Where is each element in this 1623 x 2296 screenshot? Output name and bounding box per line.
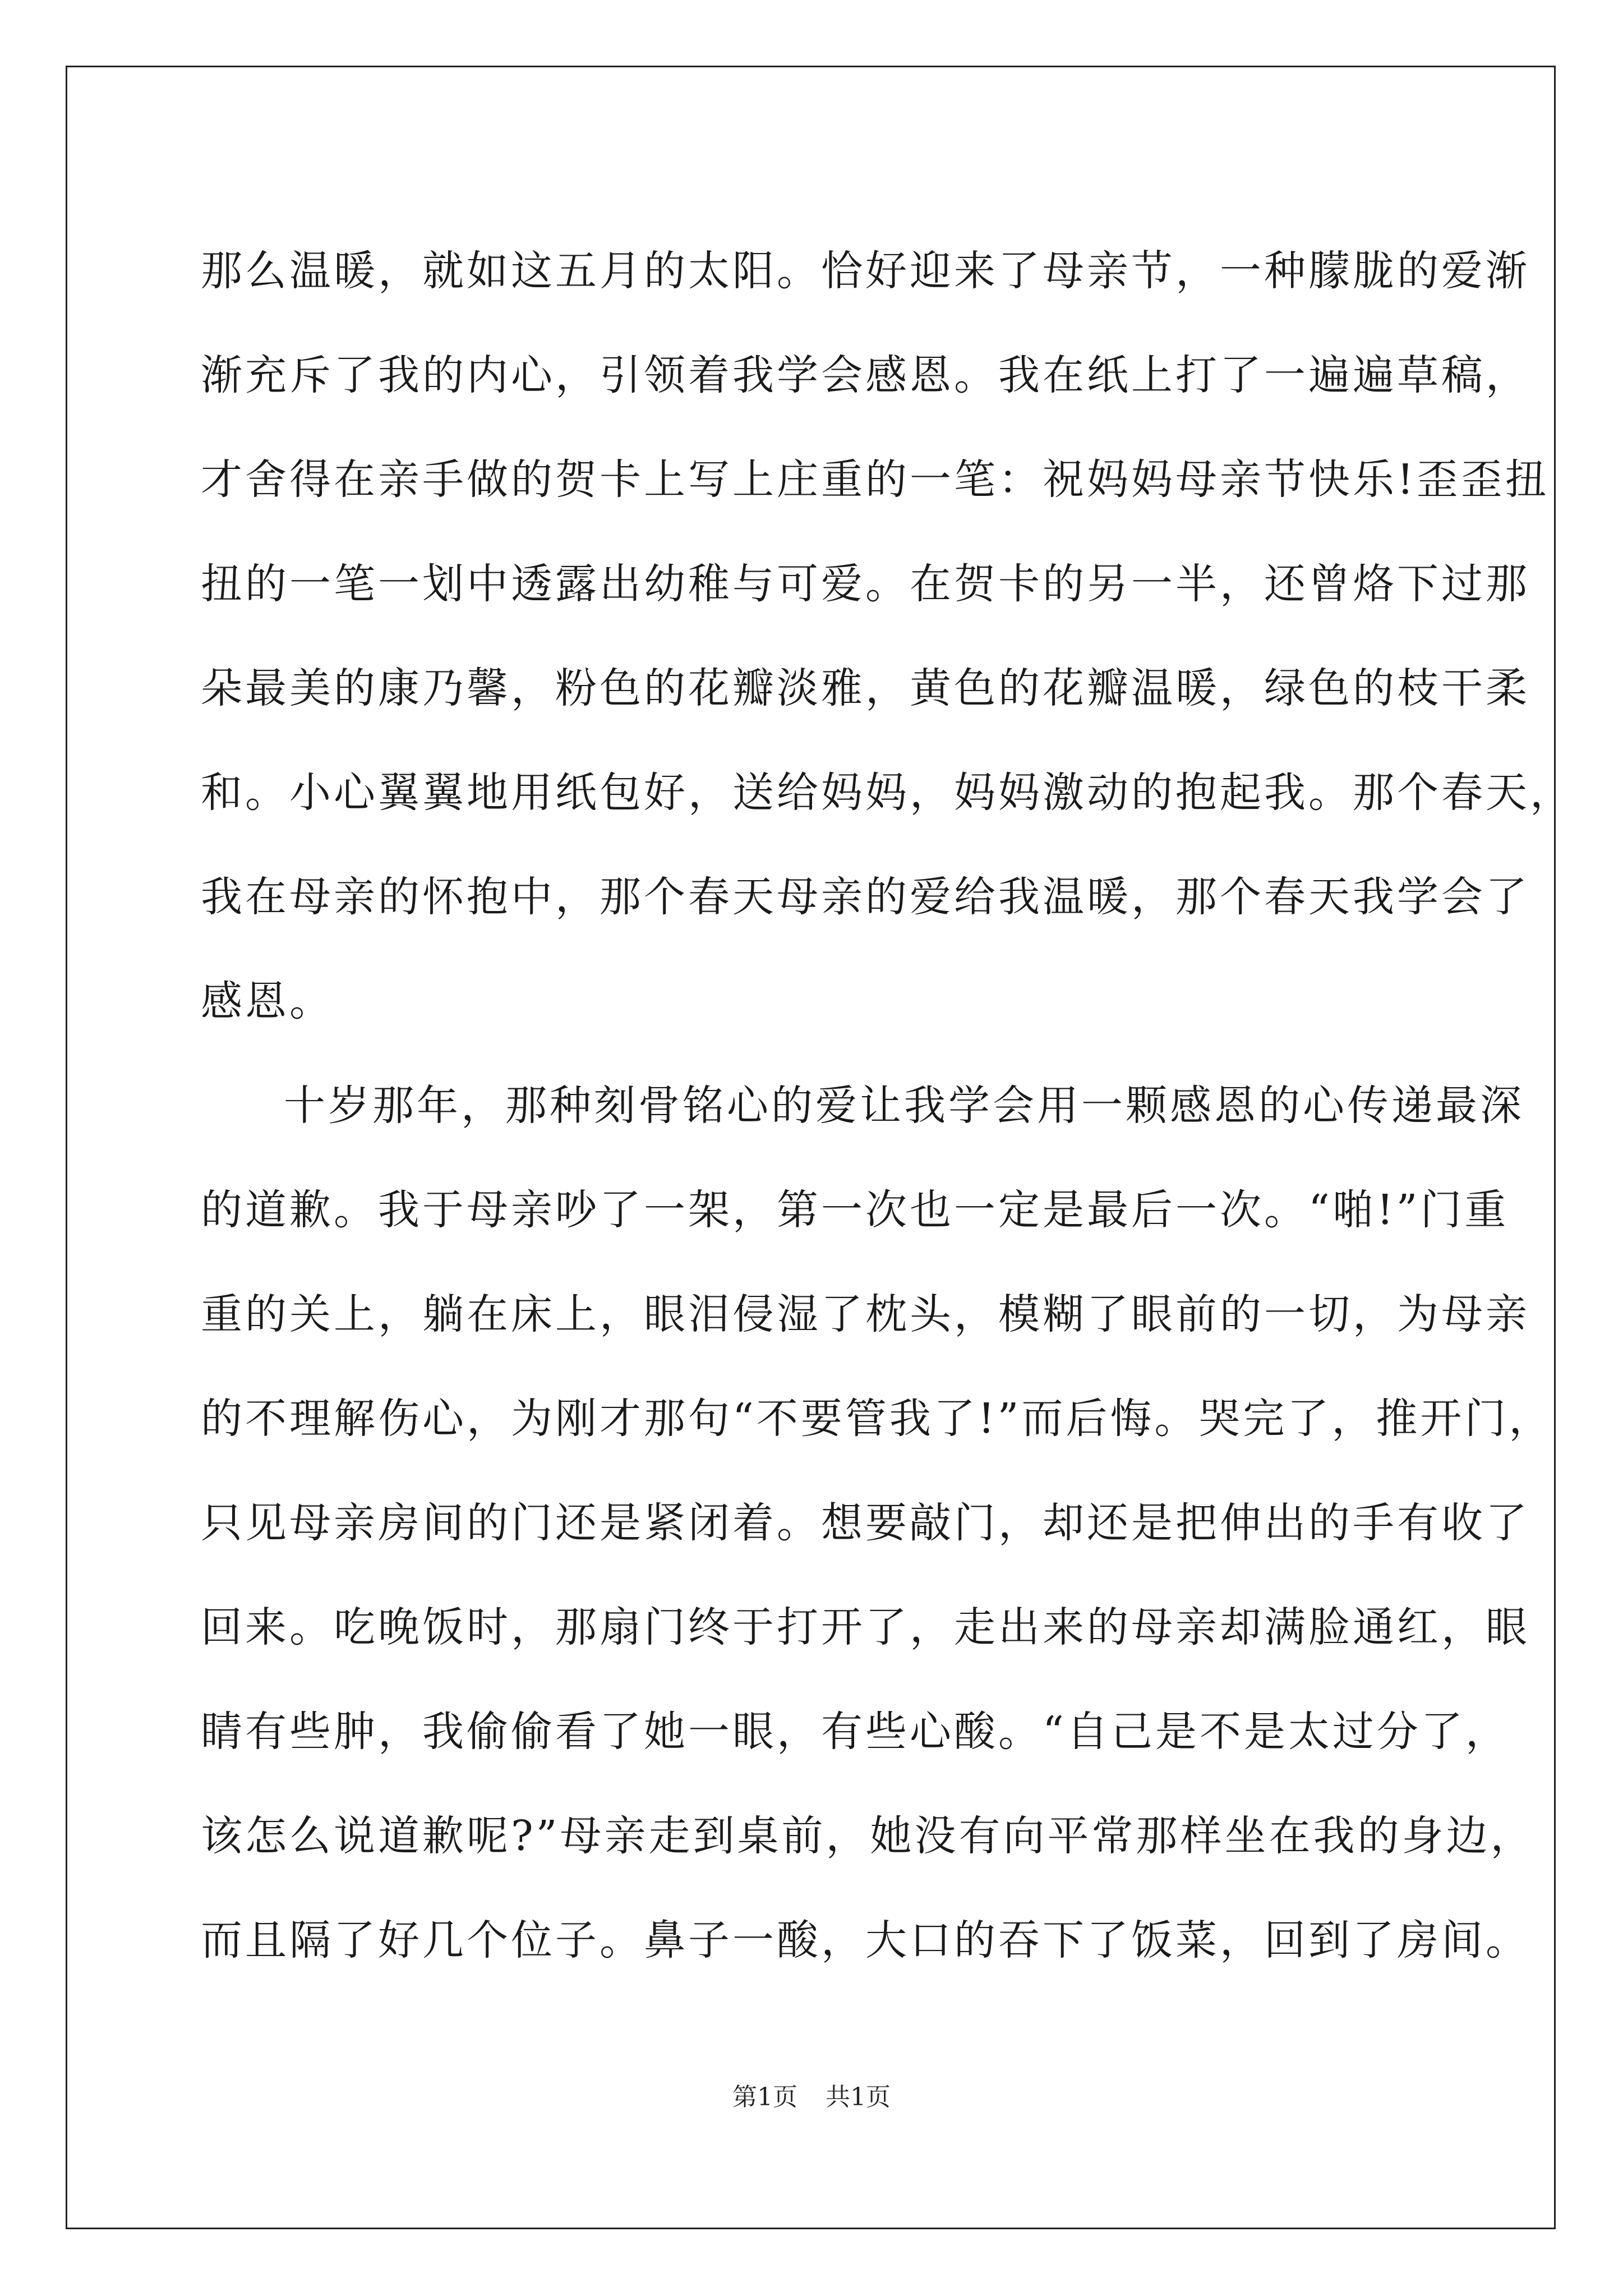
text-line: 朵最美的康乃馨，粉色的花瓣淡雅，黄色的花瓣温暖，绿色的枝干柔 [201,664,1530,712]
text-line: 渐充斥了我的内心，引领着我学会感恩。我在纸上打了一遍遍草稿， [201,351,1530,399]
text-line: 而且隔了好几个位子。鼻子一酸，大口的吞下了饭菜，回到了房间。 [201,1916,1530,1964]
page-total: 共1页 [826,2083,891,2111]
text-line: 回来。吃晚饭时，那扇门终于打开了，走出来的母亲却满脸通红，眼 [201,1603,1530,1651]
text-line: 才舍得在亲手做的贺卡上写上庄重的一笔：祝妈妈母亲节快乐!歪歪扭 [201,455,1550,504]
text-line: 感恩。 [201,977,334,1025]
text-line: 的不理解伤心，为刚才那句“不要管我了!”而后悔。哭完了，推开门， [201,1395,1553,1443]
text-line: 扭的一笔一划中透露出幼稚与可爱。在贺卡的另一半，还曾烙下过那 [201,560,1530,608]
page-number: 第1页 [732,2083,797,2111]
page-footer [0,2077,1623,2113]
text-line: 和。小心翼翼地用纸包好，送给妈妈，妈妈激动的抱起我。那个春天， [201,769,1574,817]
text-line: 睛有些肿，我偷偷看了她一眼，有些心酸。“自己是不是太过分了， [201,1708,1510,1756]
text-line: 那么温暖，就如这五月的太阳。恰好迎来了母亲节，一种朦胧的爱渐 [201,247,1530,295]
paragraph-first-line: 十岁那年，那种刻骨铭心的爱让我学会用一颗感恩的心传递最深 [284,1082,1524,1130]
text-line: 重的关上，躺在床上，眼泪侵湿了枕头，模糊了眼前的一切，为母亲 [201,1290,1530,1338]
text-line: 我在母亲的怀抱中，那个春天母亲的爱给我温暖，那个春天我学会了 [201,873,1530,921]
text-line: 的道歉。我于母亲吵了一架，第一次也一定是最后一次。“啪!”门重 [201,1186,1509,1234]
text-line: 只见母亲房间的门还是紧闭着。想要敲门，却还是把伸出的手有收了 [201,1499,1530,1547]
document-body [201,219,1574,1993]
text-line: 该怎么说道歉呢?”母亲走到桌前，她没有向平常那样坐在我的身边， [201,1812,1535,1860]
